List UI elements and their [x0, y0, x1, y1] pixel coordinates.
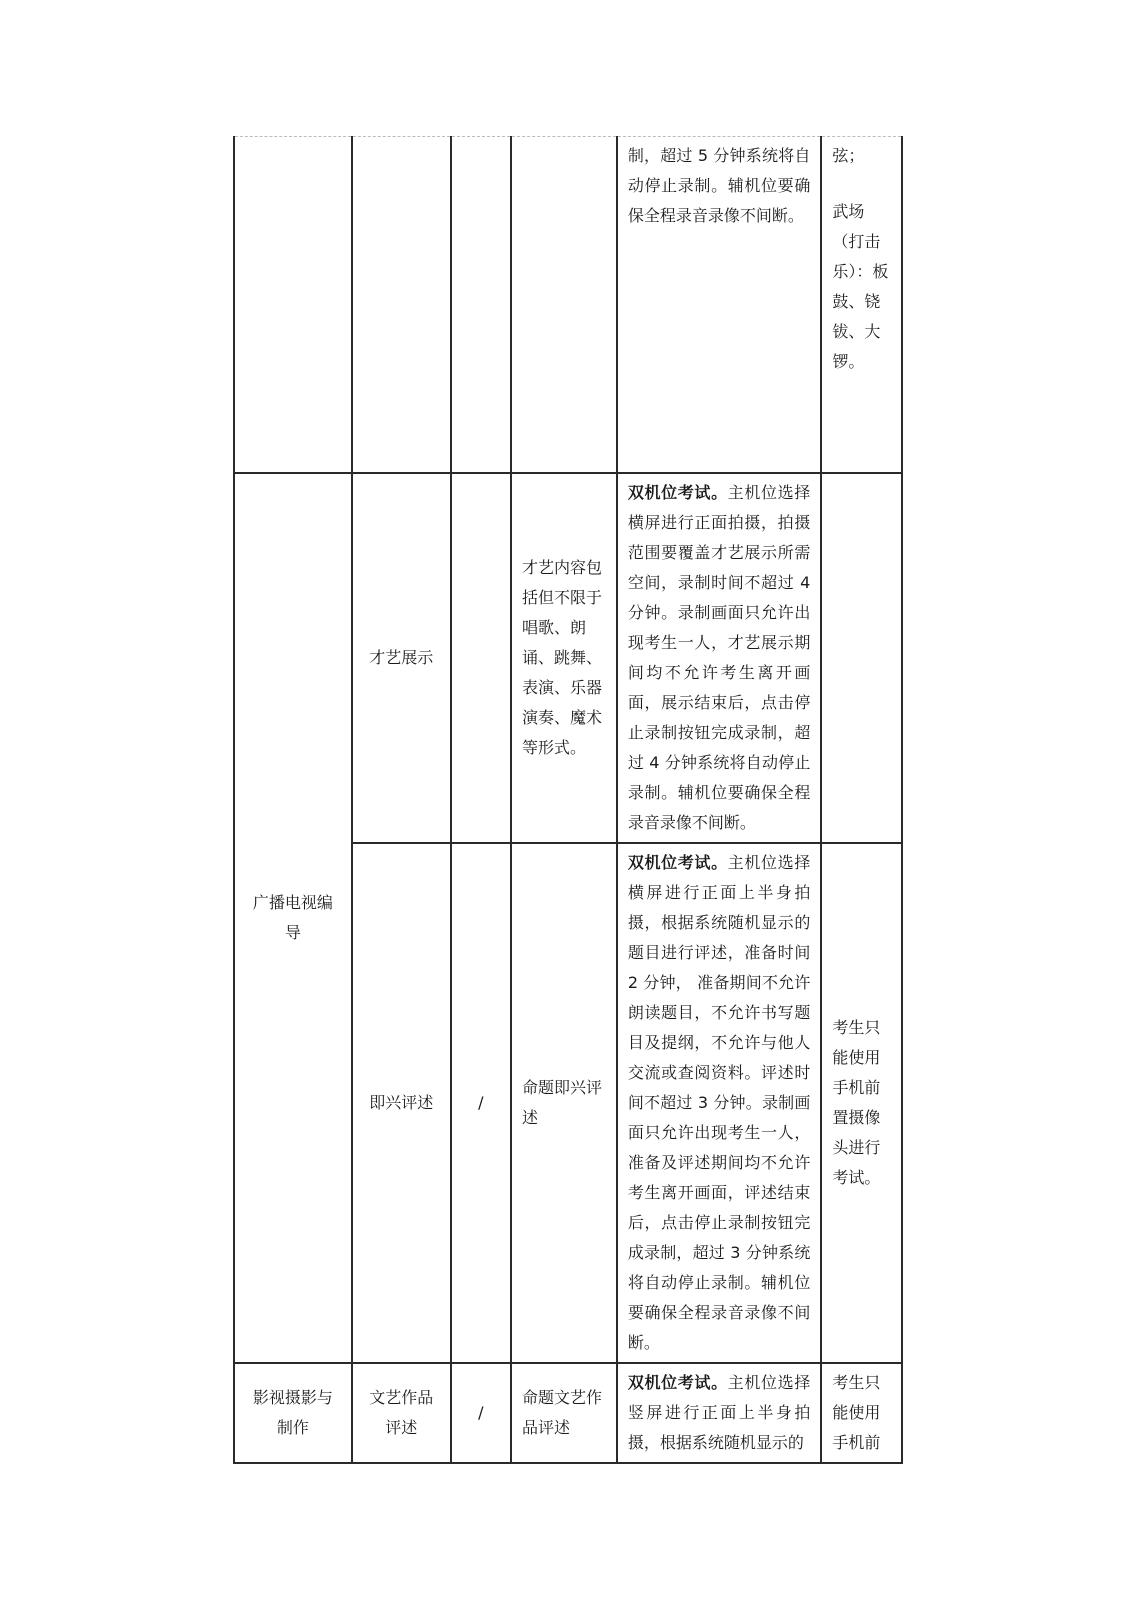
note-cell — [821, 473, 902, 843]
content-cell — [511, 1363, 617, 1463]
subject-name: 文艺作品评述 — [369, 1387, 434, 1437]
requirement-bold: 双机位考试。 — [627, 482, 728, 502]
subject-cell — [352, 1363, 451, 1463]
table-row-talent — [234, 473, 902, 843]
requirement-text: 主机位选择横屏进行正面拍摄，拍摄范围要覆盖才艺展示所需空间，录制时间不超过 4 分钟。录制画面只允许出现考生一人，才艺展示期间均不允许考生离开画面，展示结束后，点击停止录制按钮完成录制，超过 4 分钟系统将自动停止录制。辅机位要确保全程录音录像不间断。 — [627, 482, 811, 832]
content-cell — [511, 843, 617, 1363]
dash-cell-empty — [451, 137, 511, 473]
subject-name: 才艺展示 — [369, 647, 434, 667]
dash-text: / — [478, 1402, 484, 1422]
note-cell — [821, 137, 902, 473]
requirement-cell — [617, 473, 822, 843]
content-text: 命题即兴评述 — [522, 1077, 603, 1127]
major-cell — [234, 1363, 352, 1463]
requirement-bold: 双机位考试。 — [627, 852, 728, 872]
table-row-film — [234, 1363, 902, 1463]
content-cell-empty — [511, 137, 617, 473]
subject-cell — [352, 843, 451, 1363]
dash-cell — [451, 1363, 511, 1463]
content-text: 命题文艺作品评述 — [522, 1387, 603, 1437]
spacer — [832, 171, 891, 197]
major-name: 广播电视编导 — [252, 892, 333, 942]
major-name: 影视摄影与制作 — [252, 1387, 333, 1437]
note-line: 弦； — [832, 146, 865, 165]
requirement-cell — [617, 137, 822, 473]
note-cell — [821, 1363, 902, 1463]
requirement-bold: 双机位考试。 — [627, 1372, 728, 1392]
content-cell — [511, 473, 617, 843]
note-text: 考生只能使用手机前置摄像头进行考试。 — [832, 1017, 881, 1187]
note-cell — [821, 843, 902, 1363]
dash-cell — [451, 843, 511, 1363]
table-row-continued — [234, 137, 902, 473]
note-line: 武场（打击乐）：板鼓、铙钹、大锣。 — [832, 202, 889, 371]
requirement-cell — [617, 1363, 822, 1463]
subject-cell — [352, 473, 451, 843]
requirement-text: 主机位选择横屏进行正面上半身拍摄，根据系统随机显示的题目进行评述，准备时间 2 分钟， 准备期间不允许朗读题目，不允许书写题目及提纲，不允许与他人交流或查阅资料。评述时间不超过 3 分钟。录制画面只允许出现考生一人，准备及评述期间均不允许考生离开画面，评述结束后，点击停止录制按钮完成录制，超过 3 分钟系统将自动停止录制。辅机位要确保全程录音录像不间断。 — [627, 852, 811, 1352]
requirement-text: 制，超过 5 分钟系统将自动停止录制。辅机位要确保全程录音录像不间断。 — [627, 146, 811, 225]
subject-name: 即兴评述 — [369, 1092, 434, 1112]
requirement-text: 主机位选择竖屏进行正面上半身拍摄，根据系统随机显示的 — [627, 1372, 811, 1452]
exam-requirements-table — [233, 136, 903, 1464]
dash-text: / — [478, 1092, 484, 1112]
note-text: 考生只能使用手机前 — [832, 1372, 881, 1452]
major-cell-empty — [234, 137, 352, 473]
major-cell — [234, 473, 352, 1363]
dash-cell — [451, 473, 511, 843]
requirement-cell — [617, 843, 822, 1363]
subject-cell-empty — [352, 137, 451, 473]
content-text: 才艺内容包括但不限于唱歌、朗诵、跳舞、表演、乐器演奏、魔术等形式。 — [522, 557, 603, 757]
